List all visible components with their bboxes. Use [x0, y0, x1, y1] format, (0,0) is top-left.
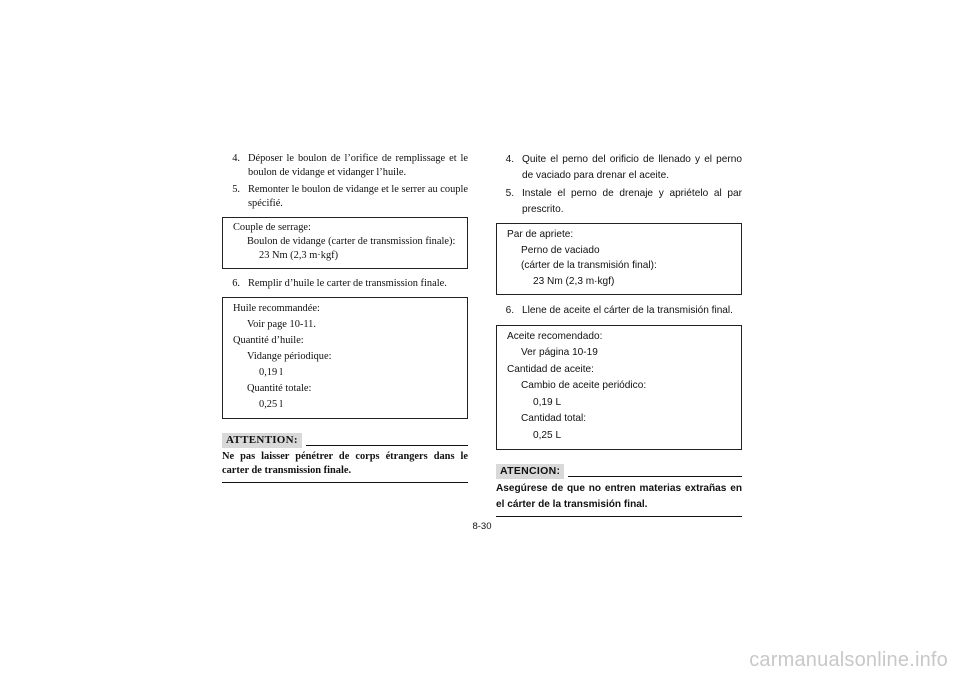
step-4-fr [222, 152, 468, 180]
step-4-es [496, 152, 742, 183]
oil-periodic-value: 0,19 l [259, 367, 283, 378]
caution-block-es [496, 464, 742, 517]
torque-title: Par de apriete: [507, 229, 574, 240]
caution-label: ATENCION: [496, 464, 564, 479]
torque-value: 23 Nm (2,3 m·kgf) [533, 275, 615, 287]
page-number: 8-30 [472, 521, 492, 532]
torque-item-detail: (cárter de la transmisión final): [521, 260, 657, 271]
oil-recommended-value: Ver página 10-19 [521, 347, 598, 358]
step-text: Remplir d’huile le carter de transmission finale. [248, 278, 447, 289]
step-6-es [496, 303, 742, 319]
spanish-column [496, 152, 742, 517]
caution-rule [568, 476, 742, 477]
step-text: Quite el perno del orificio de llenado y el perno de vaciado para drenar el aceite. [522, 154, 742, 181]
french-column [222, 152, 468, 483]
step-5-fr [222, 183, 468, 211]
oil-recommended-label: Aceite recomendado: [507, 330, 603, 342]
step-number: 5. [505, 188, 514, 199]
caution-rule [306, 445, 468, 446]
oil-spec-box-es [496, 325, 742, 451]
step-number: 6. [232, 278, 240, 289]
oil-quantity-label: Cantidad de aceite: [507, 363, 594, 375]
step-number: 4. [505, 154, 514, 165]
step-text: Déposer le boulon de l’orifice de remplissage et le boulon de vidange et vidanger l’huile. [248, 153, 468, 178]
step-number: 6. [505, 305, 514, 316]
oil-spec-box-fr [222, 297, 468, 419]
caution-label: ATTENTION: [222, 433, 302, 448]
oil-total-value: 0,25 L [533, 429, 562, 441]
watermark: carmanualsonline.info [749, 649, 948, 671]
oil-periodic-label: Vidange périodique: [247, 351, 332, 362]
caution-text: Ne pas laisser pénétrer de corps étrangers dans le carter de transmission finale. [222, 450, 468, 483]
caution-block-fr [222, 433, 468, 483]
oil-periodic-label: Cambio de aceite periódico: [521, 380, 647, 391]
torque-item: Boulon de vidange (carter de transmission finale): [247, 236, 456, 247]
caution-text: Asegúrese de que no entren materias extrañas en el cárter de la transmisión final. [496, 481, 742, 517]
step-number: 5. [232, 184, 240, 195]
oil-recommended-value: Voir page 10-11. [247, 319, 316, 330]
step-text: Llene de aceite el cárter de la transmisión final. [522, 305, 733, 316]
torque-title: Couple de serrage: [233, 222, 311, 233]
oil-total-label: Cantidad total: [521, 413, 587, 424]
step-5-es [496, 186, 742, 217]
step-text: Instale el perno de drenaje y apriételo al par prescrito. [522, 188, 742, 215]
step-text: Remonter le boulon de vidange et le serrer au couple spécifié. [248, 184, 468, 209]
torque-item: Perno de vaciado [521, 244, 600, 256]
oil-recommended-label: Huile recommandée: [233, 303, 320, 314]
step-number: 4. [232, 153, 240, 164]
oil-quantity-label: Quantité d’huile: [233, 335, 304, 346]
step-6-fr [222, 277, 468, 291]
oil-total-label: Quantité totale: [247, 383, 312, 394]
oil-total-value: 0,25 l [259, 399, 283, 410]
torque-spec-box-fr [222, 217, 468, 269]
torque-value: 23 Nm (2,3 m·kgf) [259, 250, 339, 261]
torque-spec-box-es [496, 223, 742, 295]
oil-periodic-value: 0,19 L [533, 396, 562, 408]
